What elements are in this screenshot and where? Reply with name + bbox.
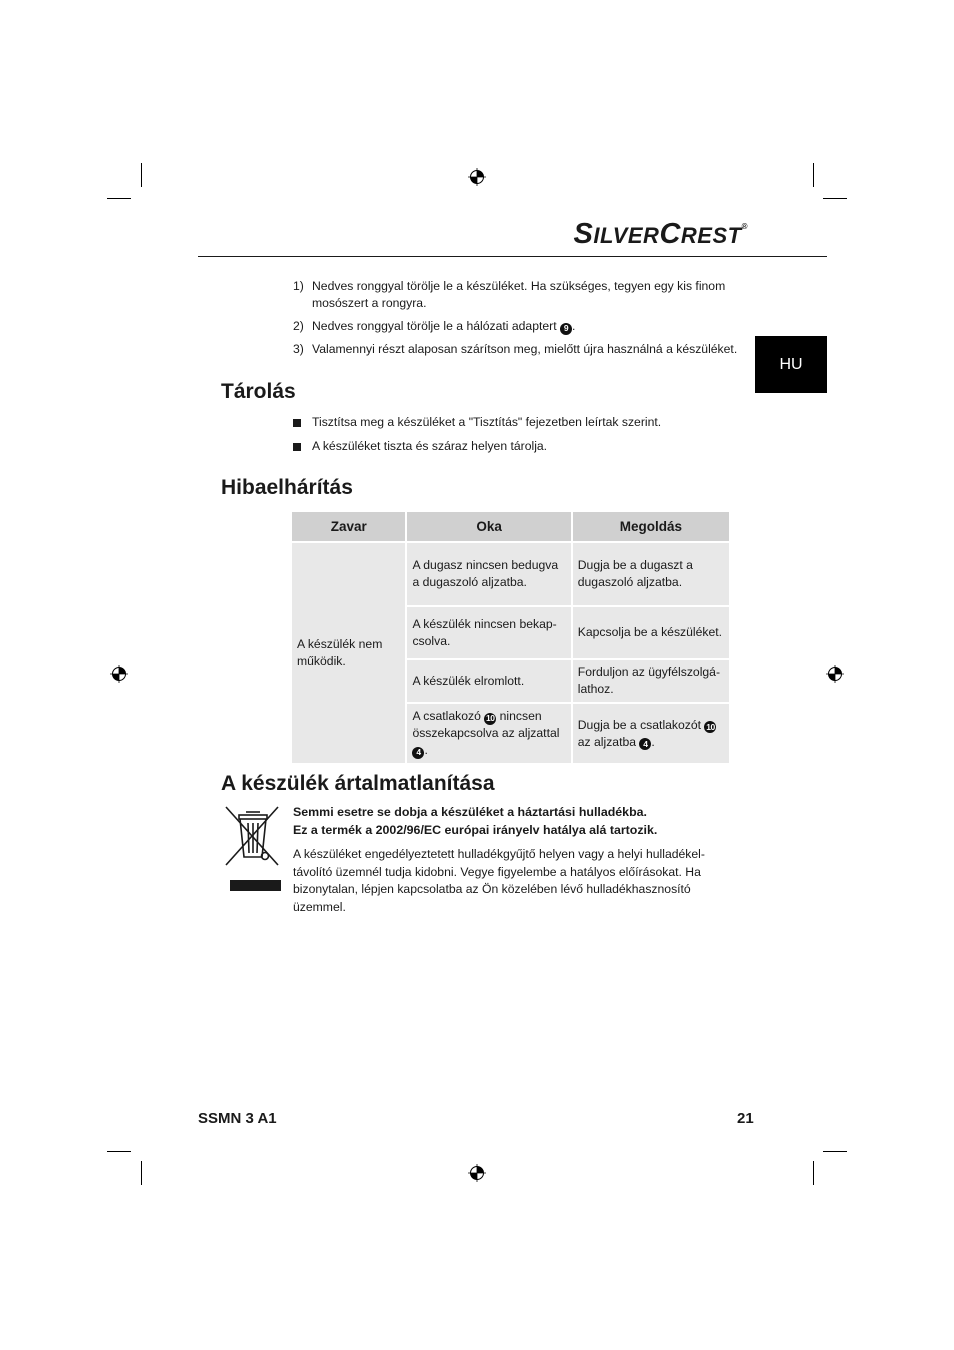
column-header: Zavar [291,511,406,542]
part-reference-badge: 10 [706,721,715,732]
cause-cell: A készülék elromlott. [406,659,571,703]
solution-cell: Dugja be a csatlakozót 10 az aljzatba 4 . [572,703,730,764]
crop-mark [107,1151,131,1152]
crop-mark [141,1161,142,1185]
bullet-icon [293,419,301,427]
list-item: Tisztítsa meg a készüléket a "Tisztítás" fejezetben leírtak szerint. [293,414,661,431]
registration-mark-icon [110,665,128,683]
solution-cell: Forduljon az ügyfélszolgá-lathoz. [572,659,730,703]
section-heading-storage: Tárolás [221,380,296,403]
part-reference-badge: 4 [412,747,424,759]
part-reference-badge: 4 [639,738,651,750]
table-row [291,542,730,606]
disposal-text: A készüléket engedélyeztetett hulladékgyűjtő helyen vagy a helyi hulladékel-távolító üzemnél tudja kidobni. Vegye figyelembe a hatályos előírásokat. Ha bizonytalan, lépjen kapcsolatba az Ön közelében lévő hulladékhasznosító üzemmel. [293,847,705,914]
list-item: 3) Valamennyi részt alaposan szárítson meg, mielőtt újra használná a készüléket. [293,342,738,356]
crop-mark [141,163,142,187]
cause-cell: A csatlakozó 10 nincsen összekapcsolva az aljzattal 4 . [406,703,571,764]
column-header: Megoldás [572,511,730,542]
header-rule [198,256,827,257]
registration-mark-icon [468,1164,486,1182]
crop-mark [823,1151,847,1152]
cause-cell: A dugasz nincsen bedugva a dugaszoló aljzatba. [406,542,571,606]
section-heading-disposal: A készülék ártalmatlanítása [221,772,495,795]
silvercrest-logo: SILVERCREST® [573,218,748,250]
solution-cell: Dugja be a dugaszt a dugaszoló aljzatba. [572,542,730,606]
list-item: 1) Nedves ronggyal törölje le a készüléket. Ha szükséges, tegyen egy kis finom mosószert a rongyra. [293,279,726,310]
solution-cell: Kapcsolja be a készüléket. [572,606,730,659]
column-header: Oka [406,511,571,542]
page-number: 21 [737,1110,754,1127]
cleaning-steps [293,278,738,364]
language-tab: HU [755,336,827,393]
footer-model: SSMN 3 A1 [198,1110,277,1127]
disposal-warning: Semmi esetre se dobja a készüléket a háztartási hulladékba. Ez a termék a 2002/96/EC európai irányelv hatálya alá tartozik. [293,805,658,837]
cause-cell: A készülék nincsen bekap-csolva. [406,606,571,659]
crop-mark [813,1161,814,1185]
registration-mark-icon [468,168,486,186]
table-header-row [291,511,730,542]
troubleshooting-table [290,510,731,765]
crop-mark [107,198,131,199]
crop-mark [813,163,814,187]
section-heading-troubleshooting: Hibaelhárítás [221,476,353,499]
registration-mark-icon [826,665,844,683]
part-reference-badge: 10 [486,713,495,723]
problem-cell: A készülék nem működik. [291,542,406,764]
crossed-out-wheelie-bin-icon [222,803,284,893]
bullet-icon [293,443,301,451]
list-item: 2) Nedves ronggyal törölje le a hálózati adaptert 9 . [293,319,576,333]
list-item: A készüléket tiszta és száraz helyen tárolja. [293,438,661,455]
part-reference-badge: 9 [560,323,572,335]
crop-mark [823,198,847,199]
storage-list [293,414,661,462]
